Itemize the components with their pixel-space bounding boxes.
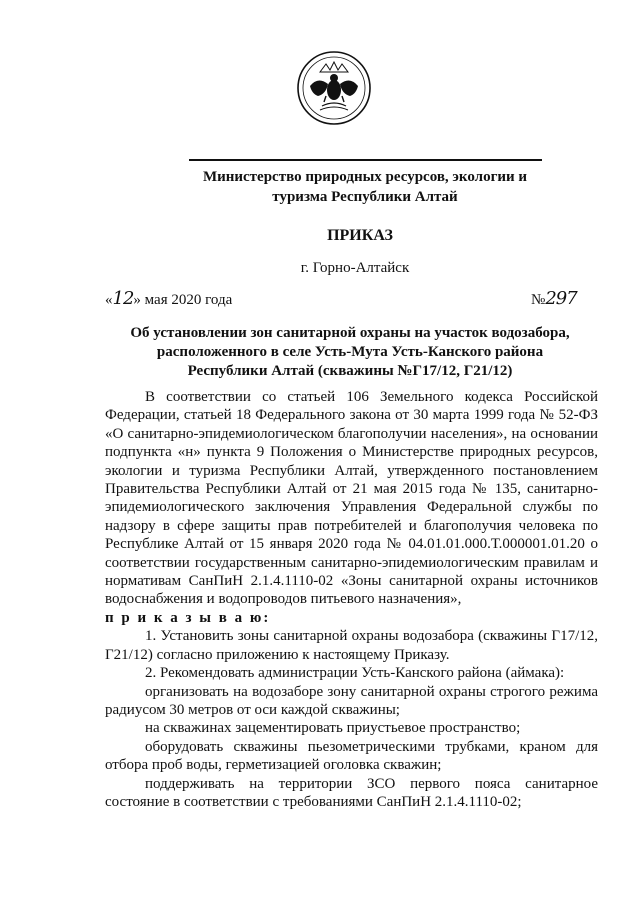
ministry-line-1: Министерство природных ресурсов, экологии и — [202, 169, 528, 185]
date-open-quote: « — [105, 292, 113, 308]
order-city: г. Горно-Алтайск — [300, 260, 410, 276]
header-rule — [189, 159, 542, 161]
coat-of-arms-emblem — [296, 50, 372, 126]
order-number — [531, 288, 577, 309]
ministry-line-2: туризма Республики Алтай — [272, 189, 458, 205]
number-prefix: № — [531, 292, 546, 308]
date-rest: » мая 2020 года — [133, 292, 233, 308]
subject-line-3: Республики Алтай (скважины №Г17/12, Г21/12) — [187, 363, 513, 379]
order-subject — [100, 324, 600, 381]
ministry-name — [150, 167, 580, 207]
sub-item-2: на скважинах зацементировать приустьевое пространство; — [145, 720, 521, 737]
subject-line-2: расположенного в селе Усть-Мута Усть-Канского района — [156, 344, 544, 360]
subject-line-1: Об установлении зон санитарной охраны на участок водозабора, — [130, 325, 570, 341]
order-body — [105, 388, 598, 811]
number-handwritten: 297 — [545, 288, 577, 309]
date-day-handwritten: 12 — [112, 288, 134, 309]
item-2: 2. Рекомендовать администрации Усть-Канского района (аймака): — [145, 665, 565, 682]
order-date — [105, 288, 232, 309]
sub-item-3: оборудовать скважины пьезометрическими трубками, краном для отбора проб воды, герметизацией оголовка скважин; — [105, 738, 598, 774]
sub-item-4: поддерживать на территории ЗСО первого пояса санитарное состояние в соответствии с требованиями СанПиН 2.1.4.1110-02; — [105, 775, 598, 810]
preamble-paragraph: В соответствии со статьей 106 Земельного кодекса Российской Федерации, статьей 18 Федерального закона от 30 марта 1999 года № 52-ФЗ «О санитарно-эпидемиологическом благополучии населения», на основании подпункта «н» пункта 9 Положения о Министерстве природных ресурсов, экологии и туризма Республики Алтай, утвержденного постановлением Правительства Республики Алтай от 21 мая 2015 года № 135, санитарно-эпидемиологического заключения Управления Федеральной службы по надзору в сфере защиты прав потребителей и благополучия человека по Республике Алтай от 15 января 2020 года № 04.01.01.000.Т.000001.01.20 о соответствии государственным санитарно-эпидемиологическим правилам и нормативам СанПиН 2.1.4.1110-02 «Зоны санитарной охраны источников водоснабжения и водопроводов питьевого назначения», — [105, 389, 598, 608]
orders-word: п р и к а з ы в а ю: — [105, 609, 271, 626]
order-title: ПРИКАЗ — [327, 227, 393, 244]
item-1: 1. Установить зоны санитарной охраны водозабора (скважины Г17/12, Г21/12) согласно приложению к настоящему Приказу. — [105, 628, 598, 663]
sub-item-1: организовать на водозаборе зону санитарной охраны строгого режима радиусом 30 метров от оси каждой скважины; — [105, 683, 598, 718]
